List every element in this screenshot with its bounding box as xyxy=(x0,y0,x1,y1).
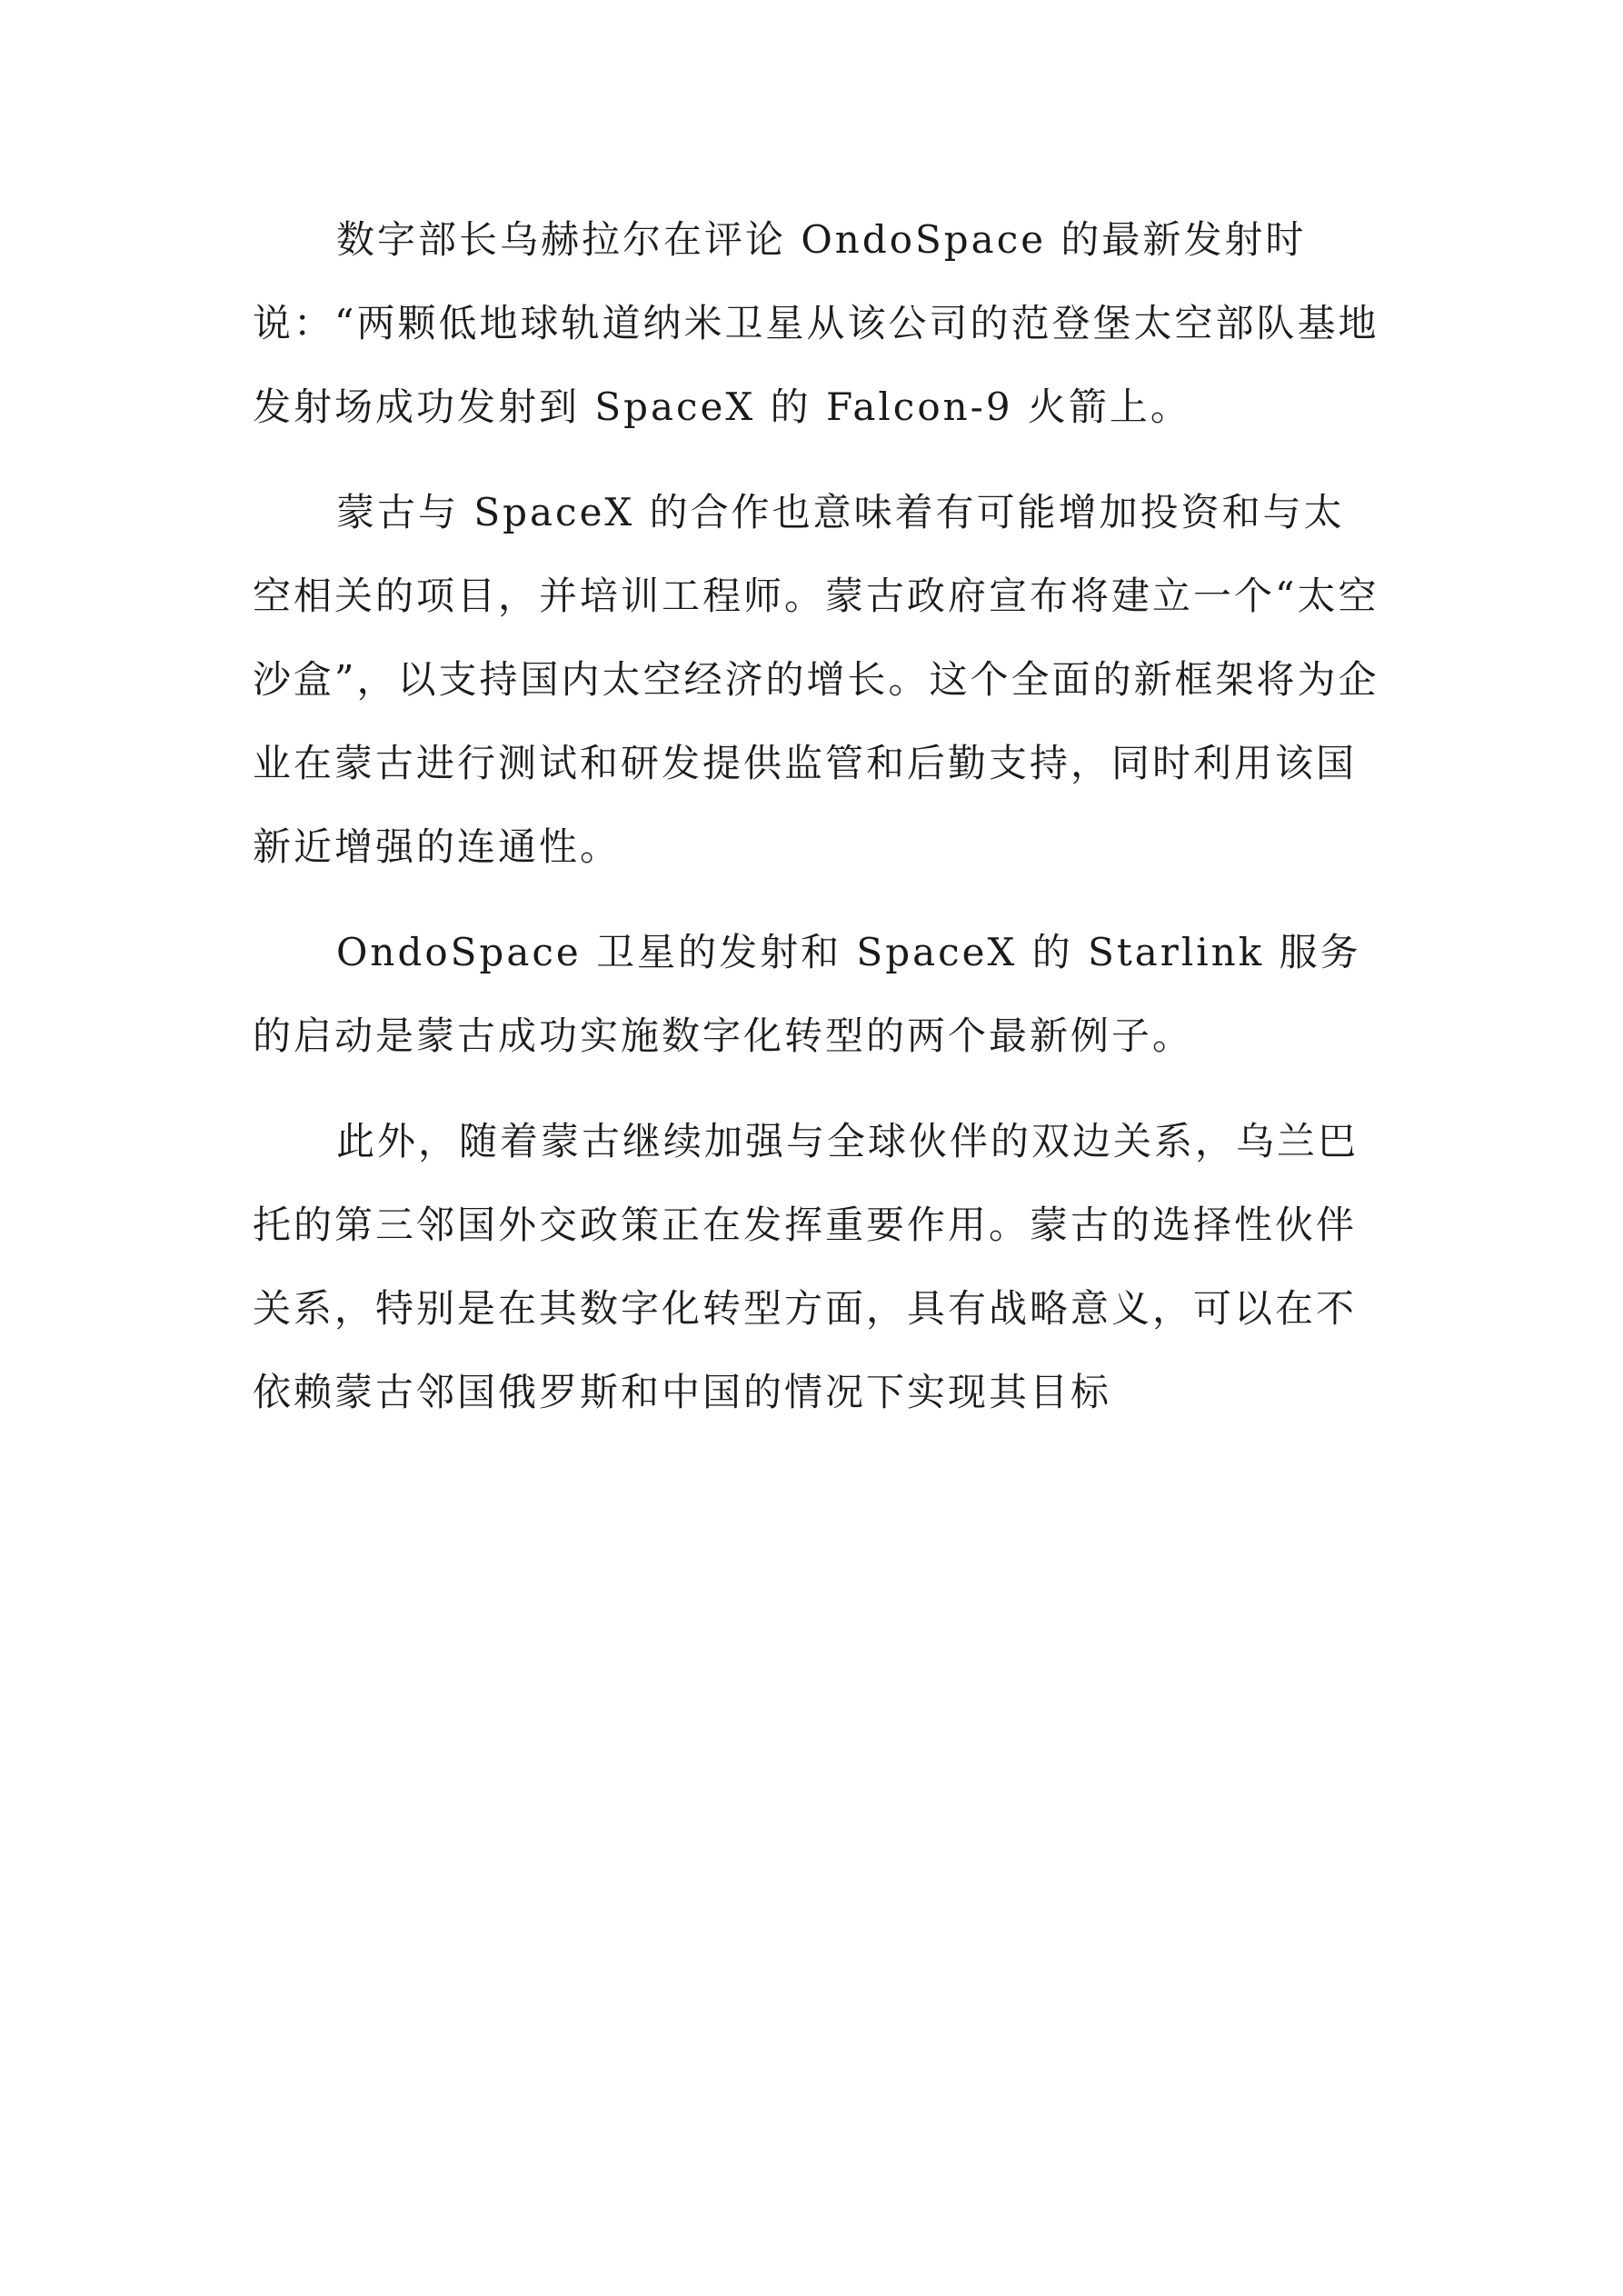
paragraph-1: 数字部长乌赫拉尔在评论 OndoSpace 的最新发射时说：“两颗低地球轨道纳米卫星从该公司的范登堡太空部队基地发射场成功发射到 SpaceX 的 Falcon-9 火箭上。 xyxy=(253,217,1379,429)
paragraph-3: OndoSpace 卫星的发射和 SpaceX 的 Starlink 服务的启动是蒙古成功实施数字化转型的两个最新例子。 xyxy=(253,930,1361,1058)
paragraph-4: 此外，随着蒙古继续加强与全球伙伴的双边关系，乌兰巴托的第三邻国外交政策正在发挥重要作用。蒙古的选择性伙伴关系，特别是在其数字化转型方面，具有战略意义，可以在不依赖蒙古邻国俄罗斯和中国的情况下实现其目标 xyxy=(253,1119,1359,1414)
paragraph-2: 蒙古与 SpaceX 的合作也意味着有可能增加投资和与太空相关的项目，并培训工程师。蒙古政府宣布将建立一个“太空沙盒”，以支持国内太空经济的增长。这个全面的新框架将为企业在蒙古进行测试和研发提供监管和后勤支持，同时利用该国新近增强的连通性。 xyxy=(253,490,1379,869)
document-body xyxy=(253,198,1379,1456)
